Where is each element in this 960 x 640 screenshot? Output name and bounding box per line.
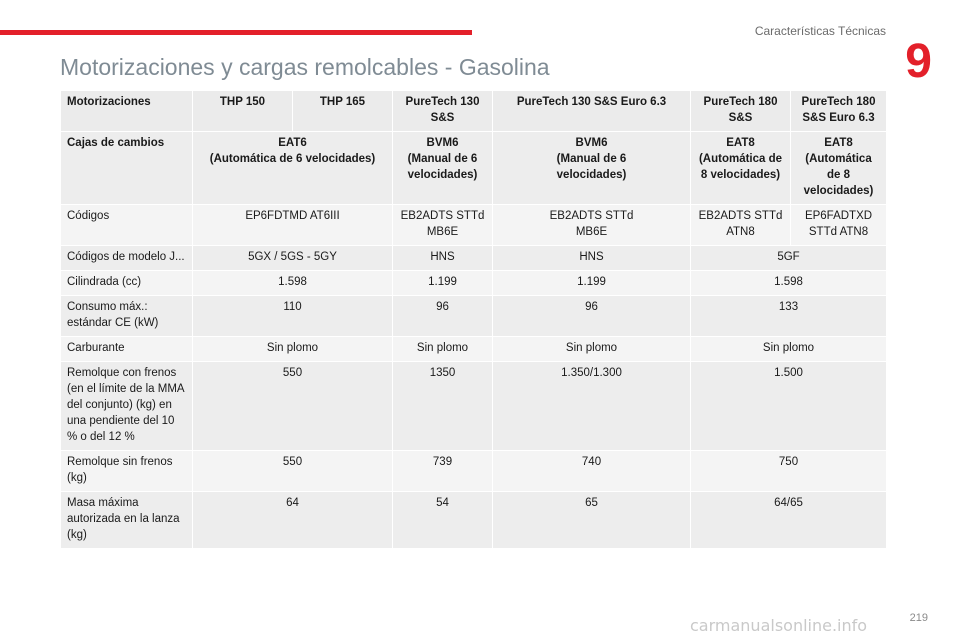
table-cell: EP6FADTXD STTd ATN8	[791, 205, 887, 246]
table-cell: 739	[393, 451, 493, 492]
table-cell: 1.598	[193, 271, 393, 296]
table-cell: EB2ADTS STTd MB6E	[493, 205, 691, 246]
gearbox-desc: (Manual de 6 velocidades)	[407, 153, 478, 181]
table-cell: HNS	[493, 246, 691, 271]
row-label: Masa máxima autorizada en la lanza (kg)	[61, 492, 193, 549]
table-cell	[193, 132, 393, 205]
table-cell: 54	[393, 492, 493, 549]
table-cell	[791, 132, 887, 205]
gearbox-code: EAT6	[278, 137, 307, 149]
table-cell: 5GX / 5GS - 5GY	[193, 246, 393, 271]
table-cell: 750	[691, 451, 887, 492]
page-number: 219	[909, 612, 928, 624]
table-row-codes	[61, 205, 887, 246]
table-row-gearbox	[61, 132, 887, 205]
table-cell: 110	[193, 296, 393, 337]
table-row	[61, 271, 887, 296]
table-cell: 1.350/1.300	[493, 362, 691, 451]
row-label: Códigos	[61, 205, 193, 246]
table-header-row	[61, 91, 887, 132]
table-row	[61, 362, 887, 451]
table-cell: Sin plomo	[493, 337, 691, 362]
table-row	[61, 451, 887, 492]
table-cell: 64/65	[691, 492, 887, 549]
table-cell: EB2ADTS STTd MB6E	[393, 205, 493, 246]
table-cell: EB2ADTS STTd ATN8	[691, 205, 791, 246]
row-label: Cajas de cambios	[61, 132, 193, 205]
section-label: Características Técnicas	[754, 24, 886, 38]
gearbox-desc: (Automática de 8 velocidades)	[698, 153, 783, 181]
table-cell: 1.199	[493, 271, 691, 296]
header-cell-engine: THP 150	[193, 91, 293, 132]
row-label: Remolque con frenos (en el límite de la MMA del conjunto) (kg) en una pendiente del 10 % o del 12 %	[61, 362, 193, 451]
table-cell: 1350	[393, 362, 493, 451]
table-cell: EP6FDTMD AT6III	[193, 205, 393, 246]
table-cell: 64	[193, 492, 393, 549]
row-label: Remolque sin frenos (kg)	[61, 451, 193, 492]
table-cell: 1.199	[393, 271, 493, 296]
watermark: carmanualsonline.info	[690, 616, 868, 635]
table-cell: HNS	[393, 246, 493, 271]
header-cell-engine: PureTech 180 S&S Euro 6.3	[791, 91, 887, 132]
table-cell: 96	[493, 296, 691, 337]
row-label: Códigos de modelo J...	[61, 246, 193, 271]
table-cell: 133	[691, 296, 887, 337]
chapter-number: 9	[905, 35, 932, 88]
header-cell-engines: Motorizaciones	[61, 91, 193, 132]
row-label: Cilindrada (cc)	[61, 271, 193, 296]
table-cell	[493, 132, 691, 205]
gearbox-code: EAT8	[824, 137, 853, 149]
table-row	[61, 337, 887, 362]
table-cell: Sin plomo	[193, 337, 393, 362]
gearbox-desc: (Automática de 6 velocidades)	[209, 153, 376, 165]
gearbox-desc: (Automática de 8 velocidades)	[803, 153, 874, 197]
table-cell: 96	[393, 296, 493, 337]
table-row	[61, 246, 887, 271]
table-cell: 1.500	[691, 362, 887, 451]
table-row	[61, 296, 887, 337]
gearbox-code: BVM6	[575, 137, 608, 149]
header-cell-engine: PureTech 130 S&S	[393, 91, 493, 132]
row-label: Consumo máx.: estándar CE (kW)	[61, 296, 193, 337]
table-cell: Sin plomo	[691, 337, 887, 362]
header-accent-bar	[0, 30, 472, 35]
table-cell: Sin plomo	[393, 337, 493, 362]
table-cell: 5GF	[691, 246, 887, 271]
gearbox-desc: (Manual de 6 velocidades)	[556, 153, 627, 181]
table-cell	[393, 132, 493, 205]
row-label: Carburante	[61, 337, 193, 362]
header-cell-engine: THP 165	[293, 91, 393, 132]
table-cell: 1.598	[691, 271, 887, 296]
table-cell: 550	[193, 362, 393, 451]
table-cell: 65	[493, 492, 691, 549]
table-cell	[691, 132, 791, 205]
table-cell: 550	[193, 451, 393, 492]
table-cell: 740	[493, 451, 691, 492]
gearbox-code: EAT8	[726, 137, 755, 149]
gearbox-code: BVM6	[426, 137, 459, 149]
engine-spec-table	[60, 90, 887, 549]
header-cell-engine: PureTech 180 S&S	[691, 91, 791, 132]
header-cell-engine: PureTech 130 S&S Euro 6.3	[493, 91, 691, 132]
page-title: Motorizaciones y cargas remolcables - Gasolina	[60, 54, 550, 80]
table-row	[61, 492, 887, 549]
